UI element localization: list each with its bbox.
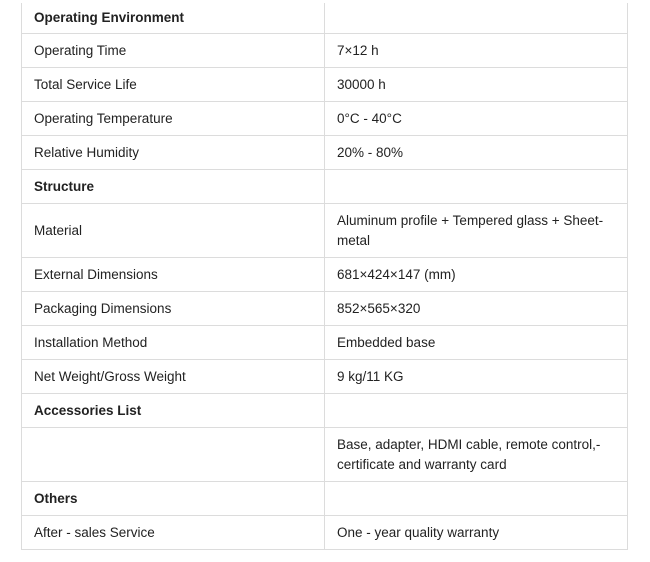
spec-row-net-gross-weight: [22, 360, 628, 394]
spec-row-operating-time: [22, 34, 628, 68]
spec-row-after-sales-service: [22, 516, 628, 550]
spec-row-relative-humidity: [22, 136, 628, 170]
spec-label: Operating Time: [22, 34, 325, 68]
section-row-operating-environment: [22, 3, 628, 34]
spec-value: 7×12 h: [325, 34, 628, 68]
spec-row-material: [22, 204, 628, 258]
section-heading: Accessories List: [22, 394, 325, 428]
specifications-table-body: [22, 3, 628, 550]
spec-value: 20% - 80%: [325, 136, 628, 170]
spec-label: [22, 428, 325, 482]
spec-label: Installation Method: [22, 326, 325, 360]
spec-label: Relative Humidity: [22, 136, 325, 170]
spec-row-external-dimensions: [22, 258, 628, 292]
section-value-cell: [325, 3, 628, 34]
spec-row-installation-method: [22, 326, 628, 360]
specifications-table: [21, 3, 628, 550]
specifications-table-container: [21, 3, 627, 550]
spec-label: Material: [22, 204, 325, 258]
spec-label: External Dimensions: [22, 258, 325, 292]
spec-value: 852×565×320: [325, 292, 628, 326]
spec-row-operating-temperature: [22, 102, 628, 136]
spec-value: Embedded base: [325, 326, 628, 360]
spec-value: 9 kg/11 KG: [325, 360, 628, 394]
section-heading: Operating Environment: [22, 3, 325, 34]
section-value-cell: [325, 170, 628, 204]
spec-value: 681×424×147 (mm): [325, 258, 628, 292]
spec-label: Operating Temperature: [22, 102, 325, 136]
spec-label: After - sales Service: [22, 516, 325, 550]
spec-label: Packaging Dimensions: [22, 292, 325, 326]
section-value-cell: [325, 482, 628, 516]
section-row-others: [22, 482, 628, 516]
section-heading: Others: [22, 482, 325, 516]
spec-value: 30000 h: [325, 68, 628, 102]
spec-label: Net Weight/Gross Weight: [22, 360, 325, 394]
section-heading: Structure: [22, 170, 325, 204]
spec-row-total-service-life: [22, 68, 628, 102]
spec-value: Base, adapter, HDMI cable, remote control,-certificate and warranty card: [325, 428, 628, 482]
spec-value: One - year quality warranty: [325, 516, 628, 550]
spec-value: 0°C - 40°C: [325, 102, 628, 136]
section-row-structure: [22, 170, 628, 204]
spec-value: Aluminum profile + Tempered glass + Sheet-metal: [325, 204, 628, 258]
spec-row-accessories: [22, 428, 628, 482]
spec-row-packaging-dimensions: [22, 292, 628, 326]
spec-label: Total Service Life: [22, 68, 325, 102]
section-value-cell: [325, 394, 628, 428]
section-row-accessories-list: [22, 394, 628, 428]
